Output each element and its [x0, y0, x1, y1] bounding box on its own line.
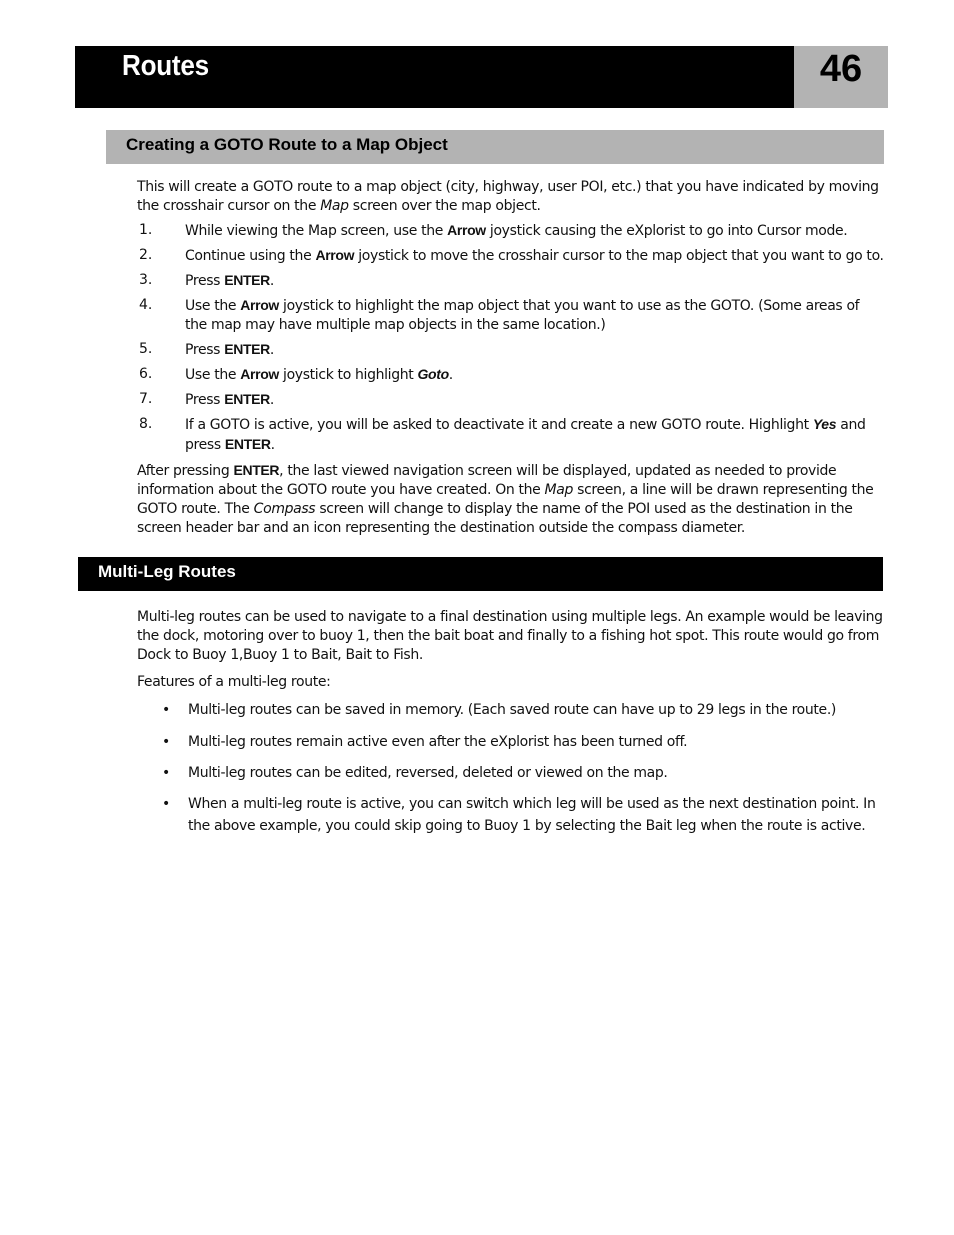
multileg-intro: Multi-leg routes can be used to navigate to a final destination using multiple legs. An example would be leaving the dock, motoring over to buoy 1, then the bait boat and finally to a fishing hot spot. This route would go from Dock to Buoy 1,Buoy 1 to Bait, Bait to Fish.	[137, 609, 883, 663]
step-text: Press ENTER.	[185, 391, 275, 408]
section-header-multileg	[78, 557, 883, 591]
section-heading: Creating a GOTO Route to a Map Object	[126, 135, 448, 154]
step-number: 7.	[139, 391, 153, 407]
step-text: Continue using the Arrow joystick to move the crosshair cursor to the map object that you want to go to.	[185, 247, 884, 264]
step-number: 2.	[139, 247, 153, 263]
step-number: 6.	[139, 366, 153, 382]
step-text: Press ENTER.	[185, 341, 275, 358]
bullet-item: When a multi-leg route is active, you can switch which leg will be used as the next destination point. In the above example, you could skip going to Buoy 1 by selecting the Bait leg when the route is active.	[188, 796, 876, 834]
bullet-item: Multi-leg routes can be edited, reversed, deleted or viewed on the map.	[188, 765, 668, 781]
bullet-marker: •	[162, 734, 171, 750]
title-bar	[75, 46, 794, 108]
bullet-item: Multi-leg routes remain active even after the eXplorist has been turned off.	[188, 734, 688, 750]
page-number-box	[794, 46, 888, 108]
page-title: Routes	[122, 50, 209, 82]
bullet-marker: •	[162, 796, 171, 812]
step-text: While viewing the Map screen, use the Arrow joystick causing the eXplorist to go into Cursor mode.	[185, 222, 848, 239]
step-number: 4.	[139, 297, 153, 313]
bullet-marker: •	[162, 765, 171, 781]
step-text: Use the Arrow joystick to highlight Goto.	[185, 366, 453, 383]
bullet-item: Multi-leg routes can be saved in memory. (Each saved route can have up to 29 legs in the route.)	[188, 702, 837, 718]
intro-paragraph: This will create a GOTO route to a map object (city, highway, user POI, etc.) that you have indicated by moving the crosshair cursor on the Map screen over the map object.	[137, 179, 879, 214]
step-number: 8.	[139, 416, 153, 432]
step-number: 1.	[139, 222, 153, 238]
step-text: Press ENTER.	[185, 272, 275, 289]
step-number: 3.	[139, 272, 153, 288]
bullet-marker: •	[162, 702, 171, 718]
section-heading: Multi-Leg Routes	[98, 562, 236, 581]
after-paragraph: After pressing ENTER, the last viewed navigation screen will be displayed, updated as needed to provide information about the GOTO route you have created. On the Map screen, a line will be drawn representing the GOTO route. The Compass screen will change to display the name of the POI used as the destination in the screen header bar and an icon representing the destination outside the compass diameter.	[137, 462, 874, 536]
step-text: Use the Arrow joystick to highlight the map object that you want to use as the GOTO. (Some areas of the map may have multiple map objects in the same location.)	[185, 297, 860, 333]
step-text: If a GOTO is active, you will be asked to deactivate it and create a new GOTO route. Highlight Yes and press ENTER.	[185, 416, 866, 453]
page-number: 46	[819, 48, 863, 90]
features-label: Features of a multi-leg route:	[137, 674, 331, 690]
step-number: 5.	[139, 341, 153, 357]
section-header-goto	[106, 130, 884, 164]
